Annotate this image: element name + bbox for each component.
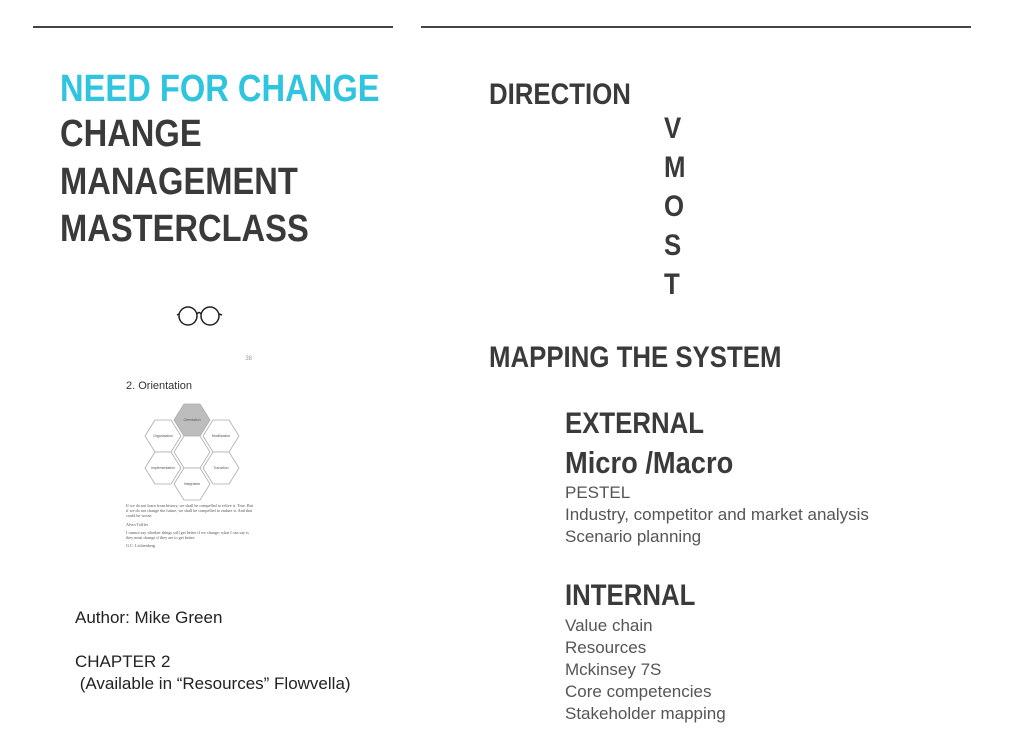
hex-label-transition: Transition bbox=[213, 466, 229, 470]
glasses-icon bbox=[176, 304, 224, 333]
need-for-change-title: NEED FOR CHANGE bbox=[60, 68, 380, 110]
hex-label-implementation: Implementation bbox=[151, 466, 175, 470]
thumbnail-quote-2: I cannot say whether things will get better if we change; what I can say is they must change if they are to get better. bbox=[126, 529, 249, 541]
external-list bbox=[565, 482, 869, 548]
thumbnail-page-number: 38 bbox=[245, 356, 252, 362]
external-item-scenario-planning: Scenario planning bbox=[565, 527, 702, 546]
mapping-the-system-heading: MAPPING THE SYSTEM bbox=[489, 341, 782, 374]
hex-label-mobilisation: Mobilisation bbox=[211, 434, 231, 438]
internal-item-core-competencies: Core competencies bbox=[565, 682, 712, 701]
title-line-masterclass: MASTERCLASS bbox=[60, 208, 309, 250]
orientation-page-thumbnail bbox=[120, 350, 260, 565]
internal-item-mckinsey-7s: Mckinsey 7S bbox=[565, 660, 662, 679]
vmost-letter-t: T bbox=[664, 268, 680, 301]
vmost-letter-s: S bbox=[664, 229, 682, 262]
direction-heading: DIRECTION bbox=[489, 78, 631, 111]
external-heading: EXTERNAL bbox=[565, 407, 705, 440]
hex-label-orientation: Orientation bbox=[183, 418, 201, 422]
right-top-rule bbox=[421, 26, 971, 28]
hex-label-integration: Integration bbox=[183, 482, 201, 486]
internal-item-value-chain: Value chain bbox=[565, 616, 653, 635]
external-item-industry-analysis: Industry, competitor and market analysis bbox=[565, 505, 869, 524]
thumbnail-heading: 2. Orientation bbox=[126, 380, 193, 392]
internal-item-resources: Resources bbox=[565, 638, 647, 657]
internal-list bbox=[565, 615, 726, 725]
hex-label-organisation: Organisation bbox=[153, 434, 173, 438]
vmost-letter-v: V bbox=[664, 112, 682, 145]
title-line-management: MANAGEMENT bbox=[60, 161, 298, 203]
thumbnail-quotes bbox=[126, 503, 256, 551]
external-item-pestel: PESTEL bbox=[565, 483, 631, 502]
thumbnail-quote-1: If we do not learn from history, we shall be compelled to relive it. True. But if we do not change the future, we shall be compelled to endure it. And that could be worse. bbox=[126, 503, 253, 519]
thumbnail-quote-1-author: Alvin Toffler bbox=[126, 521, 148, 527]
internal-heading: INTERNAL bbox=[565, 579, 696, 612]
author-line: Author: Mike Green bbox=[75, 608, 223, 627]
thumbnail-quote-2-author: G.C. Lichtenberg bbox=[126, 543, 156, 549]
title-line-change: CHANGE bbox=[60, 113, 202, 155]
vmost-letter-o: O bbox=[664, 190, 685, 223]
left-top-rule bbox=[33, 26, 393, 28]
micro-macro-subheading: Micro /Macro bbox=[565, 445, 734, 480]
vmost-letter-m: M bbox=[664, 151, 686, 184]
internal-item-stakeholder-mapping: Stakeholder mapping bbox=[565, 704, 726, 723]
availability-note: (Available in “Resources” Flowvella) bbox=[75, 674, 351, 693]
hexagon-center bbox=[174, 436, 210, 468]
chapter-label: CHAPTER 2 bbox=[75, 652, 171, 671]
